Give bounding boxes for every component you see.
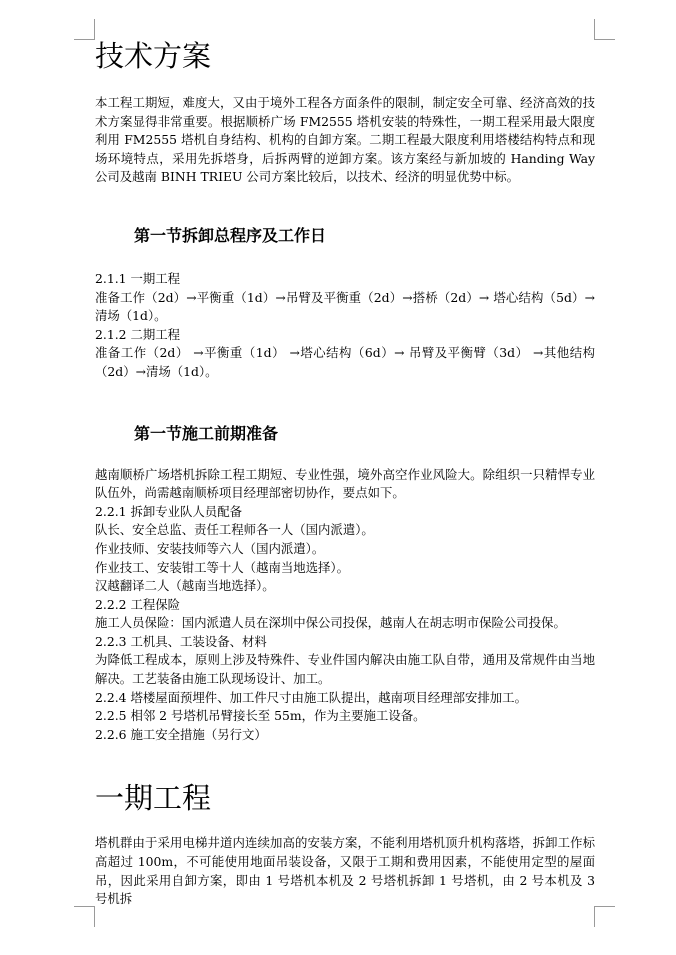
section2-line: 为降低工程成本，原则上涉及特殊件、专业件国内解决由施工队自带，通用及常规件由当地解决。工艺装备由施工队现场设计、加工。 bbox=[95, 652, 595, 687]
crop-mark-bottom-left bbox=[74, 906, 95, 927]
section2-line: 施工人员保险：国内派遣人员在深圳中保公司投保，越南人在胡志明市保险公司投保。 bbox=[95, 615, 566, 631]
crop-mark-top-right bbox=[594, 19, 615, 40]
section2-line: 2.2.2 工程保险 bbox=[95, 596, 181, 612]
intro-paragraph: 本工程工期短，难度大，又由于境外工程各方面条件的限制，制定安全可靠、经济高效的技术方案显得非常重要。根据顺桥广场 FM2555 塔机安装的特殊性，一期工程采用最大限度利用 FM2555 塔机自身结构、机构的自卸方案。二期工程最大限度利用塔楼结构特点和现场环境特点，采用先拆塔身，后拆两臂的逆卸方案。该方案经与新加坡的 Handing Way 公司及越南 BINH TRIEU 公司方案比较后，以技术、经济的明显优势中标。 bbox=[95, 95, 595, 185]
section2-line: 队长、安全总监、责任工程师各一人（国内派遣）。 bbox=[95, 522, 374, 538]
section2-line: 2.2.5 相邻 2 号塔机吊臂接长至 55m，作为主要施工设备。 bbox=[95, 708, 426, 724]
chapter-paragraph: 塔机群由于采用电梯井道内连续加高的安装方案，不能利用塔机顶升机构落塔，拆卸工作标高超过 100m，不可能使用地面吊装设备，又限于工期和费用因素，不能使用定型的屋面吊，因此采用自卸方案，即由 1 号塔机本机及 2 号塔机拆卸 1 号塔机，由 2 号本机及 3 号机拆 bbox=[95, 835, 595, 907]
section1-body bbox=[95, 270, 595, 382]
section2-line: 越南顺桥广场塔机拆除工程工期短、专业性强，境外高空作业风险大。除组织一只精悍专业队伍外，尚需越南顺桥项目经理部密切协作，要点如下。 bbox=[95, 466, 595, 501]
section2-line: 2.2.6 施工安全措施（另行文） bbox=[95, 726, 267, 742]
section2-line: 2.2.4 塔楼屋面预埋件、加工件尺寸由施工队提出，越南项目经理部安排加工。 bbox=[95, 689, 527, 705]
section2-body bbox=[95, 466, 595, 745]
crop-mark-top-left bbox=[74, 19, 95, 40]
section1-line: 准备工作（2d）→平衡重（1d）→吊臂及平衡重（2d）→搭桥（2d）→ 塔心结构（5d）→清场（1d）。 bbox=[95, 289, 595, 324]
crop-mark-bottom-right bbox=[594, 906, 615, 927]
section1-line: 2.1.1 一期工程 bbox=[95, 270, 181, 286]
section2-line: 作业技工、安装钳工等十人（越南当地选择）。 bbox=[95, 559, 350, 575]
section2-line: 2.2.3 工机具、工装设备、材料 bbox=[95, 633, 267, 649]
section2-line: 作业技师、安装技师等六人（国内派遣）。 bbox=[95, 540, 325, 556]
section1-line: 准备工作（2d） →平衡重（1d） →塔心结构（6d）→ 吊臂及平衡臂（3d） →其他结构（2d）→清场（1d）。 bbox=[95, 345, 595, 379]
section1-heading: 第一节拆卸总程序及工作日 bbox=[134, 225, 327, 245]
section2-line: 2.2.1 拆卸专业队人员配备 bbox=[95, 503, 242, 519]
section1-line: 2.1.2 二期工程 bbox=[95, 326, 181, 342]
chapter-heading: 一期工程 bbox=[95, 781, 212, 816]
section2-line: 汉越翻译二人（越南当地选择）。 bbox=[95, 578, 275, 594]
document-title: 技术方案 bbox=[95, 39, 212, 73]
document-page bbox=[95, 36, 595, 909]
section2-heading: 第一节施工前期准备 bbox=[134, 423, 279, 443]
